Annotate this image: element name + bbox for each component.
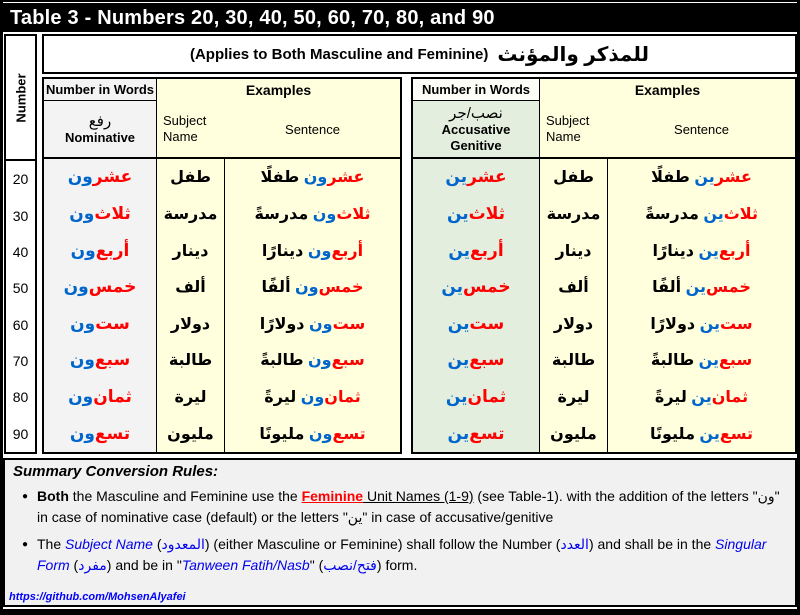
number-word-cell: عشر ون — [44, 159, 157, 196]
number-word-cell: عشر ين — [413, 159, 540, 196]
subject-name-cell: طالبة — [157, 342, 225, 379]
applies-header-english: (Applies to Both Masculine and Feminine) — [189, 45, 489, 63]
bullet-icon: ● — [21, 491, 29, 502]
examples-subheaders — [540, 101, 795, 157]
accusative-table-header — [413, 79, 795, 159]
main-table-area — [42, 34, 797, 454]
page-title: Table 3 - Numbers 20, 30, 40, 50, 60, 70, 80, and 90 — [10, 7, 495, 29]
summary-heading: Summary Conversion Rules: — [13, 463, 219, 480]
number-word-cell: ثلاث ون — [44, 196, 157, 233]
applies-header-arabic: للمذكر والمؤنث — [497, 43, 650, 66]
numbers-table-region — [3, 34, 797, 454]
sentence-cell: سبع ون طالبةً — [260, 352, 365, 370]
table-row — [413, 415, 795, 452]
number-cell: 30 — [12, 207, 29, 224]
sentence-cell: ثلاث ون مدرسةً — [254, 205, 371, 223]
subject-name-cell: ليرة — [157, 379, 225, 416]
sentence-cell: ست ين دولارًا — [650, 315, 753, 333]
number-word-cell: خمس ين — [413, 269, 540, 306]
table-row — [413, 269, 795, 306]
summary-bullet — [13, 486, 787, 528]
sentence-cell: عشر ين طفلًا — [651, 169, 752, 187]
number-word-cell: ثمان ين — [413, 379, 540, 416]
sentence-header: Sentence — [674, 121, 729, 137]
number-column-header — [6, 36, 35, 161]
accusative-words-header-cell — [413, 79, 540, 157]
number-word-cell: ست ون — [44, 306, 157, 343]
number-cell: 90 — [12, 425, 29, 442]
number-word-cell: تسع ون — [44, 415, 157, 452]
number-word-cell: خمس ون — [44, 269, 157, 306]
number-word-cell: أربع ين — [413, 232, 540, 269]
sentence-cell: تسع ين مليونًا — [649, 425, 754, 443]
examples-header-label: Examples — [245, 82, 312, 98]
accusative-table — [411, 77, 797, 454]
summary-bullet — [13, 534, 787, 576]
bullet-text: Both the Masculine and Feminine use the Feminine Unit Names (1-9) (see Table-1). with the addition of the letters "ون" in case of nominative case (default) or the letters "ين" in case of accusative/genitive — [37, 488, 780, 525]
subject-name-cell: ألف — [540, 269, 608, 306]
number-word-cell: ثمان ون — [44, 379, 157, 416]
subject-name-cell: ألف — [157, 269, 225, 306]
sentence-cell: عشر ون طفلًا — [260, 169, 365, 187]
bullet-icon: ● — [21, 539, 29, 550]
number-column — [4, 34, 37, 454]
nominative-words-header-cell — [44, 79, 157, 157]
table-row — [44, 342, 400, 379]
subject-name-cell: دولار — [157, 306, 225, 343]
table-row — [44, 415, 400, 452]
sentence-cell: خمس ون ألفًا — [261, 279, 364, 297]
number-cell: 70 — [12, 353, 29, 370]
github-link[interactable]: https://github.com/MohsenAlyafei — [9, 591, 186, 603]
words-header-label: Number in Words — [413, 79, 539, 101]
number-cell: 60 — [12, 316, 29, 333]
table-row — [413, 379, 795, 416]
nominative-examples-header — [157, 79, 400, 157]
table-row — [413, 342, 795, 379]
number-word-cell: ثلاث ين — [413, 196, 540, 233]
sentence-cell: سبع ين طالبةً — [650, 352, 753, 370]
summary-bullets — [13, 486, 787, 576]
number-word-cell: ست ين — [413, 306, 540, 343]
table-row — [44, 159, 400, 196]
accusative-case-cell — [413, 101, 539, 157]
subject-name-header: Subject Name — [163, 113, 207, 144]
sentence-cell: تسع ون مليونًا — [259, 425, 366, 443]
subject-name-cell: طفل — [540, 159, 608, 196]
title-bar — [3, 2, 797, 32]
subject-name-cell: دولار — [540, 306, 608, 343]
subject-name-header: Subject Name — [546, 113, 590, 144]
table-row — [413, 306, 795, 343]
accusative-examples-header — [540, 79, 795, 157]
nominative-table-body — [44, 159, 400, 452]
number-word-cell: سبع ون — [44, 342, 157, 379]
examples-subheaders — [157, 101, 400, 157]
number-column-cells — [6, 161, 35, 452]
number-cell: 20 — [12, 171, 29, 188]
subject-name-cell: ليرة — [540, 379, 608, 416]
sentence-cell: ثمان ين ليرةً — [654, 389, 749, 407]
number-column-label: Number — [13, 72, 28, 123]
number-word-cell: سبع ين — [413, 342, 540, 379]
subject-name-cell: طفل — [157, 159, 225, 196]
table-row — [413, 196, 795, 233]
number-cell: 80 — [12, 389, 29, 406]
table-row — [44, 196, 400, 233]
accusative-table-body — [413, 159, 795, 452]
case-label-arabic: رفع — [88, 112, 112, 130]
subject-name-cell: دينار — [157, 232, 225, 269]
case-label-english: Nominative — [64, 129, 136, 145]
subject-name-cell: مدرسة — [157, 196, 225, 233]
sentence-cell: أربع ين دينارًا — [652, 242, 751, 260]
number-word-cell: أربع ون — [44, 232, 157, 269]
subject-name-cell: مدرسة — [540, 196, 608, 233]
subject-name-cell: مليون — [157, 415, 225, 452]
table-row — [413, 232, 795, 269]
nominative-table-header — [44, 79, 400, 159]
number-cell: 50 — [12, 280, 29, 297]
nominative-table — [42, 77, 402, 454]
words-header-label: Number in Words — [44, 79, 156, 101]
examples-header-label: Examples — [634, 82, 701, 98]
table-row — [44, 269, 400, 306]
sentence-cell: خمس ين ألفًا — [652, 279, 751, 297]
tables-row — [42, 77, 797, 454]
subject-name-cell: مليون — [540, 415, 608, 452]
table-row — [44, 306, 400, 343]
table-row — [44, 232, 400, 269]
sentence-cell: ثلاث ين مدرسةً — [645, 205, 758, 223]
bullet-text: The Subject Name (المعدود) (either Masculine or Feminine) shall follow the Number (العدد) and shall be in the Singular Form (مفرد) and be in "Tanween Fatih/Nasb" (فتح/نصب) form. — [37, 536, 767, 573]
subject-name-cell: طالبة — [540, 342, 608, 379]
table-row — [413, 159, 795, 196]
table-row — [44, 379, 400, 416]
case-label-arabic: نصب/جر — [449, 104, 503, 122]
number-cell: 40 — [12, 243, 29, 260]
sentence-cell: أربع ون دينارًا — [261, 242, 364, 260]
number-word-cell: تسع ين — [413, 415, 540, 452]
summary-box — [3, 458, 797, 607]
nominative-case-cell — [44, 101, 156, 157]
sentence-header: Sentence — [285, 121, 340, 137]
case-label-english: Accusative Genitive — [441, 121, 511, 153]
sentence-cell: ثمان ون ليرةً — [264, 389, 361, 407]
subject-name-cell: دينار — [540, 232, 608, 269]
content-area — [3, 32, 797, 609]
applies-header — [42, 34, 797, 74]
sentence-cell: ست ون دولارًا — [259, 315, 366, 333]
